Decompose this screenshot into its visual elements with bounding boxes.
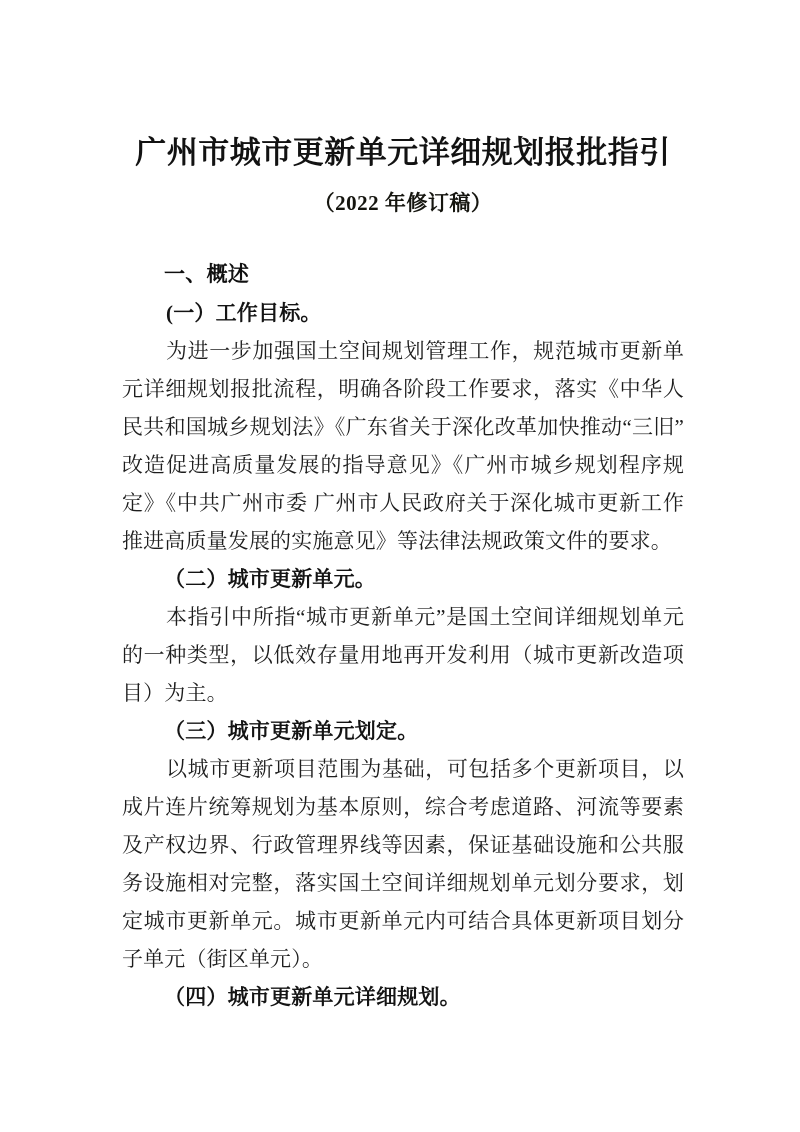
section-heading-overview: 一、概述 [164,263,250,286]
subsection-heading-detailed-plan: （四）城市更新单元详细规划。 [164,985,461,1009]
subsection-paragraph-unit-delineation: 以城市更新项目范围为基础，可包括多个更新项目，以成片连片统筹规划为基本原则，综合考虑道路、河流等要素及产权边界、行政管理界线等因素，保证基础设施和公共服务设施相对完整，落实国土空间详细规划单元划分要求，划定城市更新单元。城市更新单元内可结合具体更新项目划分子单元（街区单元）。 [122,757,684,971]
document-subtitle: （2022 年修订稿） [313,191,493,215]
subsection-heading-urban-renewal-unit: （二）城市更新单元。 [164,567,376,591]
subsection-heading-work-objective: (一）工作目标。 [166,301,322,325]
subsection-paragraph-urban-renewal-unit: 本指引中所指“城市更新单元”是国土空间详细规划单元的一种类型，以低效存量用地再开发利用（城市更新改造项目）为主。 [122,605,684,705]
document-title: 广州市城市更新单元详细规划报批指引 [135,135,671,170]
subsection-heading-unit-delineation: （三）城市更新单元划定。 [164,719,419,743]
subsection-paragraph-work-objective: 为进一步加强国土空间规划管理工作，规范城市更新单元详细规划报批流程，明确各阶段工作要求，落实《中华人民共和国城乡规划法》《广东省关于深化改革加快推动“三旧”改造促进高质量发展的指导意见》《广州市城乡规划程序规定》《中共广州市委 广州市人民政府关于深化城市更新工作推进高质量发展的实施意见》等法律法规政策文件的要求。 [122,339,684,553]
document-body [122,0,684,1016]
